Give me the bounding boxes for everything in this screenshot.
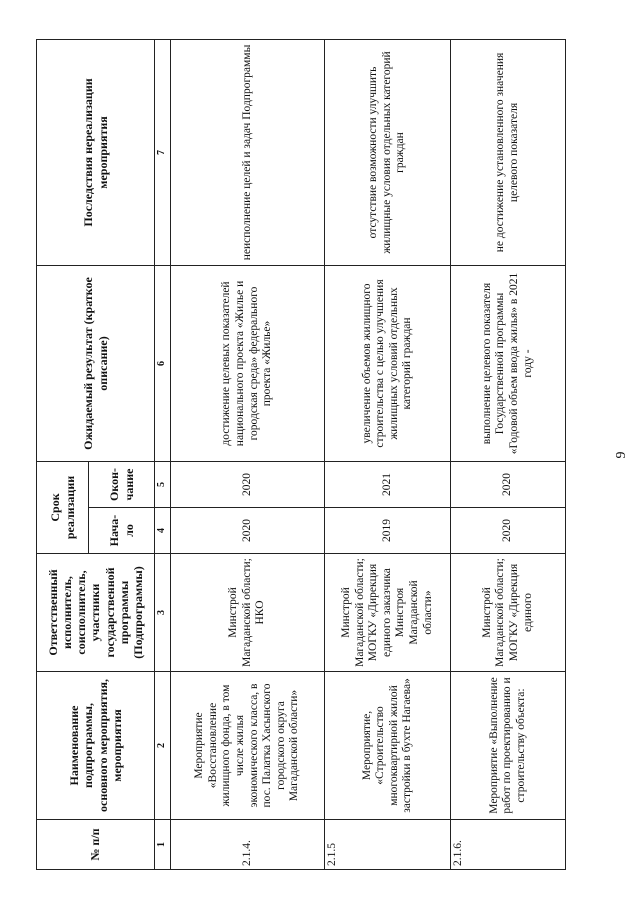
column-number: 4 [155, 508, 171, 554]
row-id: 2.1.4. [170, 820, 325, 870]
row-responsible: Минстрой Магаданской области; НКО [170, 554, 325, 672]
column-number: 6 [155, 265, 171, 461]
row-result: достижение целевых показателей национального проекта «Жилье и городская среда» федерального проекта «Жилье» [170, 265, 325, 461]
table-row [325, 39, 450, 869]
row-responsible: Минстрой Магаданской области; МОГКУ «Дирекция единого заказчика Минстроя Магаданской области» [325, 554, 450, 672]
row-id: 2.1.5 [325, 820, 450, 870]
column-number: 2 [155, 672, 171, 820]
row-start: 2020 [170, 508, 325, 554]
header-consequences: Последствия нереализации мероприятия [37, 39, 155, 265]
column-number: 1 [155, 820, 171, 870]
row-name: Мероприятие «Выполнение работ по проектированию и строительству объекта: [450, 672, 565, 820]
row-consequences: не достижение установленного значения целевого показателя [450, 39, 565, 265]
header-name: Наименование подпрограммы, основного мероприятия, мероприятия [37, 672, 155, 820]
row-end: 2020 [170, 461, 325, 507]
header-end: Окон-чание [89, 461, 155, 507]
rotated-page-content [36, 40, 566, 870]
row-name: Мероприятие, «Строительство многоквартирной жилой застройки в бухте Нагаева» [325, 672, 450, 820]
column-numbers-row [155, 39, 171, 869]
column-number: 3 [155, 554, 171, 672]
header-start: Нача-ло [89, 508, 155, 554]
row-responsible: Минстрой Магаданской области; МОГКУ «Дирекция единого [450, 554, 565, 672]
table-row [170, 39, 325, 869]
row-consequences: неисполнение целей и задач Подпрограммы [170, 39, 325, 265]
row-result: выполнение целевого показателя Государственной программы «Годовой объем ввода жилья» в 2021 году - [450, 265, 565, 461]
row-result: увеличение объемов жилищного строительства с целью улучшения жилищных условий отдельных категорий граждан [325, 265, 450, 461]
header-period: Срок реализации [37, 461, 89, 553]
header-result: Ожидаемый результат (краткое описание) [37, 265, 155, 461]
row-start: 2019 [325, 508, 450, 554]
row-consequences: отсутствие возможности улучшить жилищные условия отдельных категорий граждан [325, 39, 450, 265]
column-number: 7 [155, 39, 171, 265]
row-end: 2020 [450, 461, 565, 507]
header-responsible: Ответственный исполнитель, соисполнитель, участники государственной программы (Подпрограммы) [37, 554, 155, 672]
table-row [450, 39, 565, 869]
column-number: 5 [155, 461, 171, 507]
measures-table [36, 39, 566, 870]
row-name: Мероприятие «Восстановление жилищного фонда, в том числе жилья экономического класса, в пос. Палатка Хасынского городского округа Магаданской области» [170, 672, 325, 820]
row-start: 2020 [450, 508, 565, 554]
row-end: 2021 [325, 461, 450, 507]
row-id: 2.1.6. [450, 820, 565, 870]
page-number: 9 [614, 451, 629, 459]
header-num: № п/п [37, 820, 155, 870]
